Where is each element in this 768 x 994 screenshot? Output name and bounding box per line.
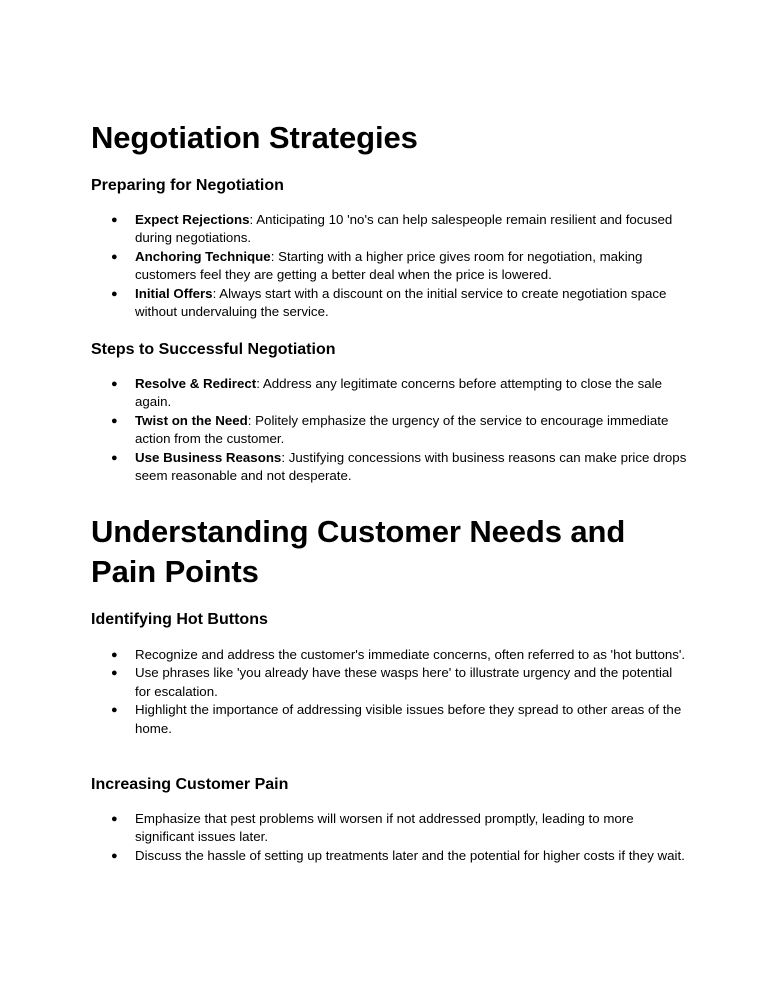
item-bold-label: Resolve & Redirect: [135, 376, 257, 391]
subsection-heading: Identifying Hot Buttons: [91, 611, 268, 628]
list-item: [91, 211, 691, 248]
list-item: [91, 248, 691, 285]
item-text: : Justifying concessions with business reasons can make price drops seem reasonable and not desperate.: [135, 449, 687, 484]
item-text: : Starting with a higher price gives room for negotiation, making customers feel they are getting a better deal when the price is lowered.: [135, 248, 643, 283]
bullet-icon: ●: [111, 813, 118, 825]
bullet-icon: ●: [111, 250, 118, 263]
bullet-icon: ●: [111, 214, 118, 226]
item-text: Highlight the importance of addressing visible issues before they spread to other areas of the home.: [135, 702, 682, 736]
subsection-heading: Steps to Successful Negotiation: [91, 341, 336, 358]
bullet-list: [91, 646, 691, 738]
item-bold-label: Twist on the Need: [135, 412, 248, 428]
item-bold-label: Use Business Reasons: [135, 449, 282, 465]
bullet-list: [91, 211, 691, 321]
item-text: : Politely emphasize the urgency of the service to encourage immediate action from the customer.: [135, 412, 669, 447]
list-item: [91, 847, 691, 865]
bullet-icon: ●: [111, 414, 118, 427]
section-heading: Understanding Customer Needs and Pain Points: [91, 514, 626, 589]
bullet-list: [91, 810, 691, 865]
bullet-icon: ●: [111, 649, 118, 661]
item-text: Recognize and address the customer's immediate concerns, often referred to as 'hot buttons'.: [135, 647, 686, 662]
list-item: [91, 285, 691, 322]
item-bold-label: Expect Rejections: [135, 212, 250, 227]
list-item: [91, 375, 691, 412]
bullet-icon: ●: [111, 451, 118, 464]
item-text: Discuss the hassle of setting up treatments later and the potential for higher costs if they wait.: [135, 847, 685, 863]
item-text: : Address any legitimate concerns before attempting to close the sale again.: [135, 376, 662, 410]
bullet-icon: ●: [111, 378, 118, 390]
item-text: : Anticipating 10 'no's can help salespeople remain resilient and focused during negotiations.: [135, 212, 673, 246]
bullet-icon: ●: [111, 287, 118, 300]
bullet-icon: ●: [111, 667, 118, 680]
list-item: [91, 664, 691, 701]
item-text: : Always start with a discount on the initial service to create negotiation space without undervaluing the service.: [135, 285, 667, 320]
section-heading: Negotiation Strategies: [91, 120, 418, 155]
item-text: Emphasize that pest problems will worsen if not addressed promptly, leading to more significant issues later.: [135, 811, 634, 845]
bullet-list: [91, 375, 691, 485]
subsection-heading: Increasing Customer Pain: [91, 776, 289, 793]
list-item: [91, 449, 691, 486]
bullet-icon: ●: [111, 849, 118, 862]
list-item: [91, 646, 691, 664]
item-text: Use phrases like 'you already have these wasps here' to illustrate urgency and the potential for escalation.: [135, 665, 673, 699]
list-item: [91, 701, 691, 738]
bullet-icon: ●: [111, 704, 118, 717]
item-bold-label: Initial Offers: [135, 285, 213, 301]
subsection-heading: Preparing for Negotiation: [91, 177, 284, 194]
list-item: [91, 412, 691, 449]
list-item: [91, 810, 691, 847]
item-bold-label: Anchoring Technique: [135, 248, 271, 264]
